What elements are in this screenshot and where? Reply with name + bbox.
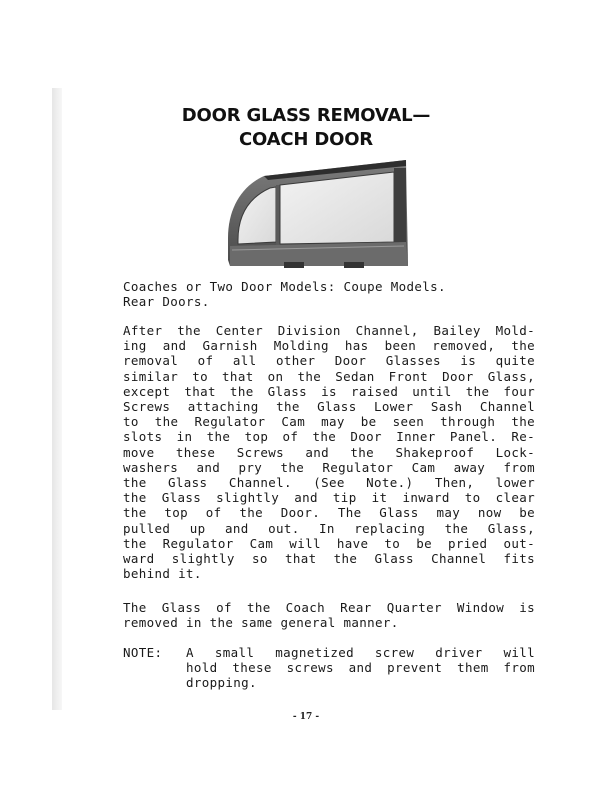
text-line: ward slightly so that the Glass Channel fits (123, 551, 535, 567)
text-line: Coaches or Two Door Models: Coupe Models. (123, 279, 446, 294)
text-line: A small magnetized screw driver will (186, 645, 535, 660)
coach-door-glass-photo (224, 158, 416, 268)
text-line: The Glass of the Coach Rear Quarter Window is (123, 600, 535, 615)
title-line-1: DOOR GLASS REMOVAL— (181, 105, 431, 126)
text-line: similar to that on the Sedan Front Door Glass, (123, 368, 535, 384)
page-title (0, 104, 612, 152)
text-line: the Regulator Cam will have to be pried out- (123, 535, 535, 551)
text-line: Screws attaching the Glass Lower Sash Channel (123, 399, 535, 415)
note-label: NOTE: (123, 645, 163, 660)
text-line: ing and Garnish Molding has been removed, the (123, 338, 535, 354)
text-line: move these Screws and the Shakeproof Lock- (123, 444, 535, 460)
note-body (186, 645, 535, 691)
paragraph-quarter-window (123, 600, 535, 630)
page-number: - 17 - (292, 712, 320, 722)
text-line: hold these screws and prevent them from (186, 660, 535, 676)
text-line: After the Center Division Channel, Bailey Mold- (123, 323, 535, 338)
text-line: Rear Doors. (123, 294, 210, 310)
text-line: slots in the top of the Door Inner Panel. Re- (123, 429, 535, 445)
text-line: the Glass slightly and tip it inward to clear (123, 490, 535, 506)
paragraph-instructions (123, 323, 535, 581)
text-line: removed in the same general manner. (123, 615, 399, 631)
scan-edge-shadow (52, 88, 62, 710)
title-line-2: COACH DOOR (239, 129, 373, 150)
text-line: the Glass Channel. (See Note.) Then, lower (123, 475, 535, 491)
text-line: dropping. (186, 675, 257, 691)
text-line: washers and pry the Regulator Cam away from (123, 459, 535, 475)
text-line: pulled up and out. In replacing the Glass, (123, 520, 535, 536)
text-line: removal of all other Door Glasses is quite (123, 353, 535, 369)
text-line: the top of the Door. The Glass may now be (123, 505, 535, 521)
paragraph-models (123, 279, 535, 309)
text-line: except that the Glass is raised until the four (123, 383, 535, 399)
text-line: to the Regulator Cam may be seen through the (123, 414, 535, 430)
text-line: behind it. (123, 566, 202, 582)
